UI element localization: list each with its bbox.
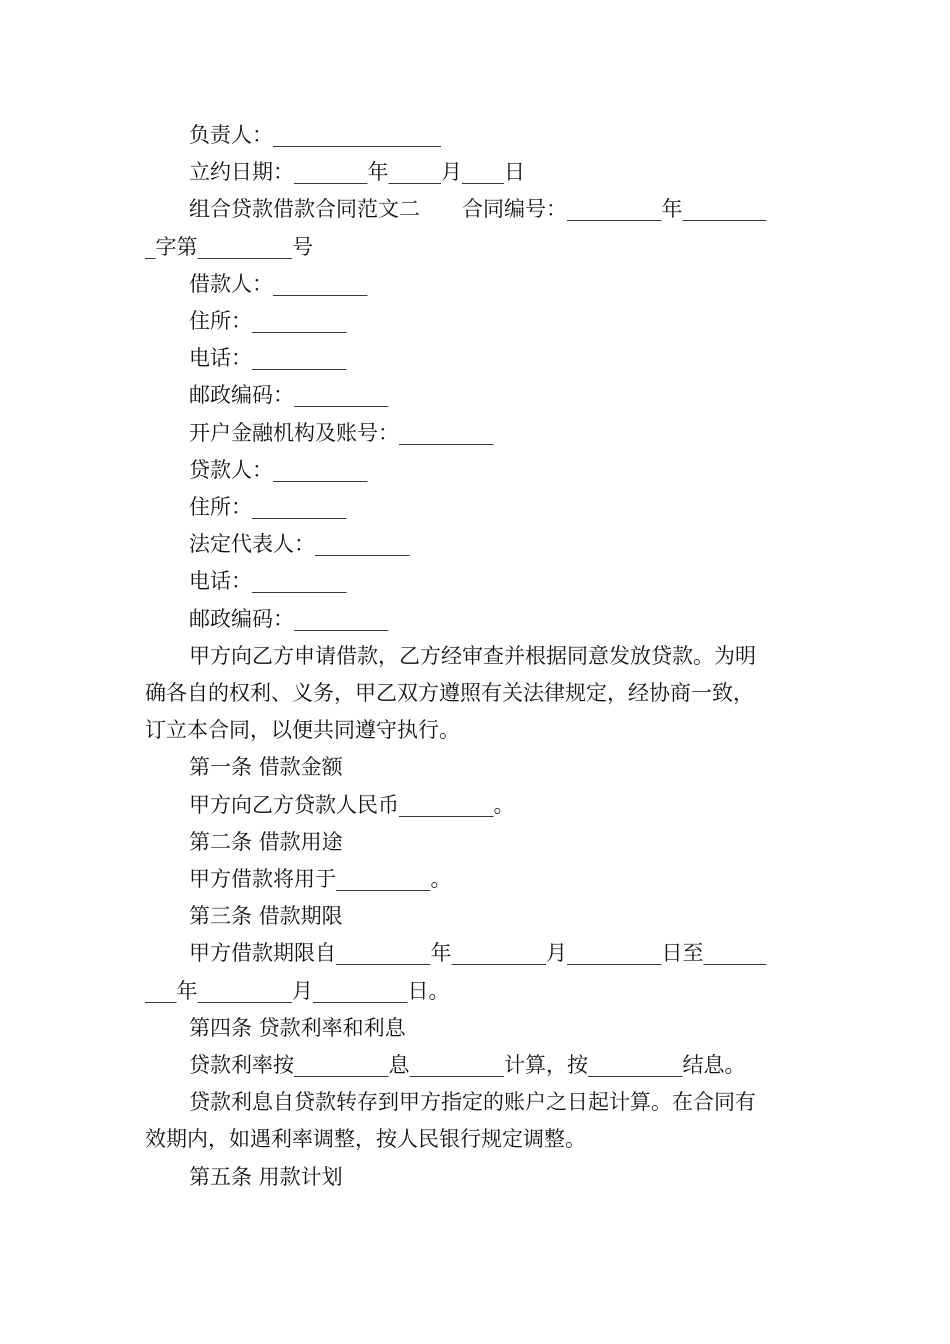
contract-number-line: 组合贷款借款合同范文二 合同编号：_________年________ [189, 197, 767, 222]
article-2-heading: 第二条 借款用途 [189, 829, 343, 854]
article-3-body-line-1: 甲方借款期限自_________年_________月_________日至______ [189, 941, 767, 966]
contract-document [145, 117, 810, 1196]
lender-line: 贷款人：_________ [189, 457, 368, 482]
article-4-body-line-3: 效期内，如遇利率调整，按人民银行规定调整。 [145, 1127, 586, 1152]
responsible-person-line: 负责人：________________ [189, 123, 441, 147]
preamble-line-2: 确各自的权利、义务，甲乙双方遵照有关法律规定，经协商一致， [145, 681, 754, 706]
article-4-body-line-1: 贷款利率按_________息_________计算，按_________结息。 [189, 1053, 746, 1078]
lender-phone-line: 电话：_________ [189, 569, 347, 594]
legal-representative-line: 法定代表人：_________ [189, 532, 410, 557]
article-3-heading: 第三条 借款期限 [189, 904, 343, 929]
signing-date-line: 立约日期：_______年_____月____日 [189, 160, 525, 185]
borrower-line: 借款人：_________ [189, 271, 368, 296]
contract-number-continued: _字第_________号 [145, 234, 313, 259]
article-1-body: 甲方向乙方贷款人民币_________。 [189, 792, 515, 817]
article-5-heading: 第五条 用款计划 [189, 1164, 343, 1189]
borrower-postcode-line: 邮政编码：_________ [189, 383, 389, 408]
article-4-body-line-2: 贷款利息自贷款转存到甲方指定的账户之日起计算。在合同有 [189, 1090, 756, 1115]
borrower-address-line: 住所：_________ [189, 309, 347, 334]
article-2-body: 甲方借款将用于_________。 [189, 867, 452, 892]
article-1-heading: 第一条 借款金额 [189, 755, 343, 780]
lender-address-line: 住所：_________ [189, 495, 347, 520]
article-4-heading: 第四条 贷款利率和利息 [189, 1015, 406, 1040]
preamble-line-3: 订立本合同，以便共同遵守执行。 [145, 718, 460, 743]
lender-postcode-line: 邮政编码：_________ [189, 606, 389, 631]
bank-account-line: 开户金融机构及账号：_________ [189, 420, 494, 445]
article-3-body-line-2: ___年_________月_________日。 [145, 978, 450, 1003]
borrower-phone-line: 电话：_________ [189, 346, 347, 371]
preamble-line-1: 甲方向乙方申请借款，乙方经审查并根据同意发放贷款。为明 [189, 643, 756, 668]
